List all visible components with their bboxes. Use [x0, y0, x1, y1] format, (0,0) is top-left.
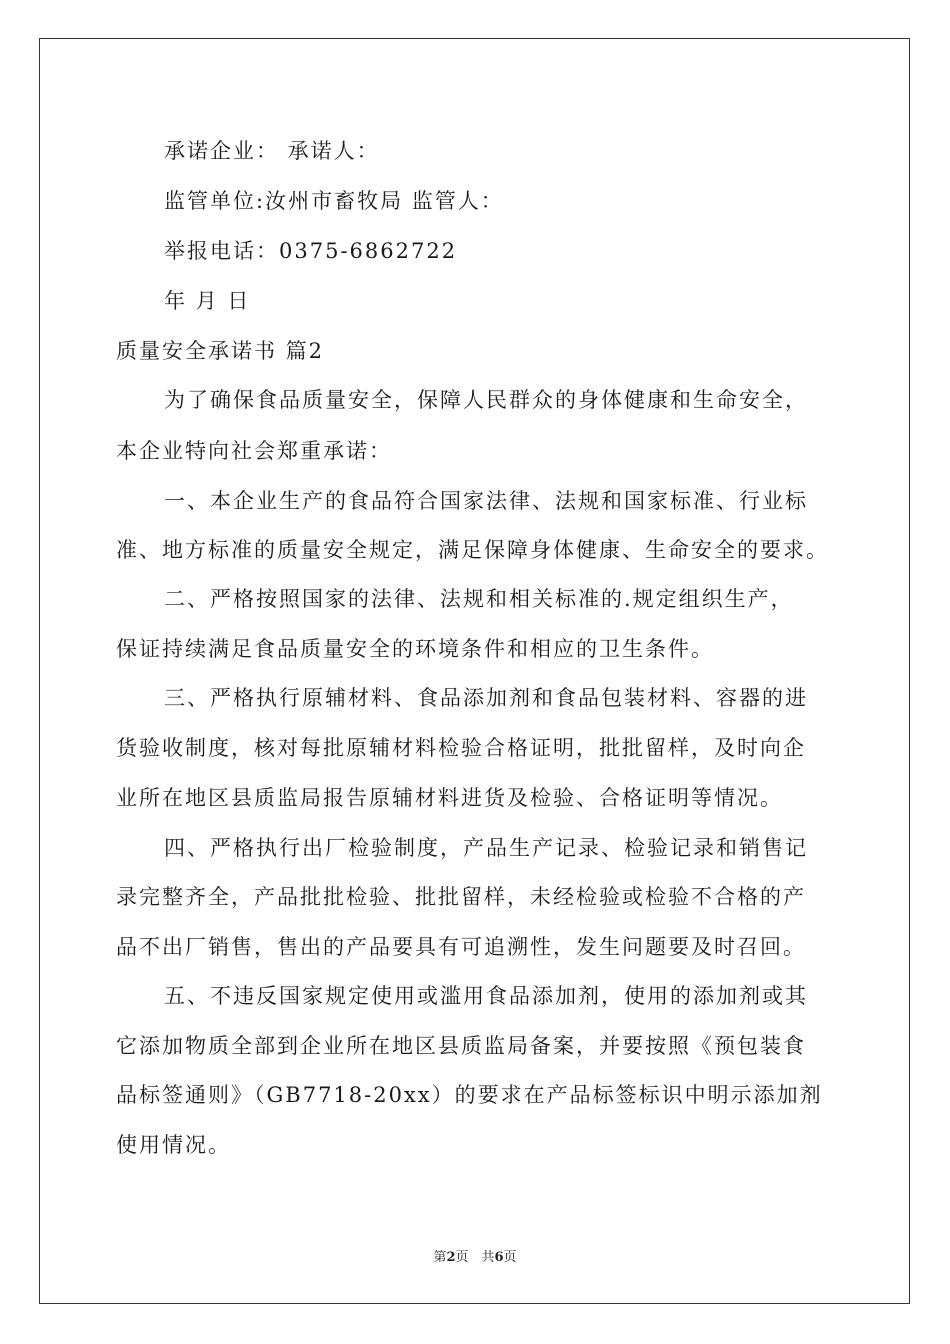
paragraph-line: 使用情况。	[116, 1133, 231, 1157]
date-line: 年 月 日	[164, 289, 251, 313]
paragraph-line: 品标签通则》（GB7718-20xx）的要求在产品标签标识中明示添加剂	[116, 1083, 823, 1107]
paragraph-line: 为了确保食品质量安全，保障人民群众的身体健康和生命安全，	[164, 388, 808, 412]
paragraph-line: 货验收制度，核对每批原辅材料检验合格证明，批批留样，及时向企	[116, 736, 806, 760]
paragraph-line: 品不出厂销售，售出的产品要具有可追溯性，发生问题要及时召回。	[116, 935, 806, 959]
supervision-unit-line: 监管单位:汝州市畜牧局 监管人：	[164, 189, 504, 213]
paragraph-line: 录完整齐全，产品批批检验、批批留样，未经检验或检验不合格的产	[116, 885, 806, 909]
paragraph-line: 准、地方标准的质量安全规定，满足保障身体健康、生命安全的要求。	[116, 538, 829, 562]
paragraph-line: 本企业特向社会郑重承诺：	[116, 439, 392, 463]
commitment-enterprise-line: 承诺企业： 承诺人：	[164, 139, 380, 163]
section-title: 质量安全承诺书 篇2	[116, 339, 325, 363]
total-page-number: 6	[494, 1250, 504, 1265]
paragraph-line: 三、严格执行原辅材料、食品添加剂和食品包装材料、容器的进	[164, 686, 808, 710]
paragraph-line: 四、严格执行出厂检验制度，产品生产记录、检验记录和销售记	[164, 836, 808, 860]
report-phone-line: 举报电话：0375-6862722	[164, 239, 458, 263]
page-number-suffix: 页	[503, 1250, 517, 1265]
page-number-prefix: 第	[433, 1250, 447, 1265]
page-frame	[39, 38, 910, 1304]
paragraph-line: 一、本企业生产的食品符合国家法律、法规和国家标准、行业标	[164, 489, 808, 513]
page-number-middle: 页 共	[455, 1250, 495, 1265]
page-footer	[0, 1249, 950, 1267]
paragraph-line: 五、不违反国家规定使用或滥用食品添加剂，使用的添加剂或其	[164, 984, 808, 1008]
paragraph-line: 它添加物质全部到企业所在地区县质监局备案，并要按照《预包装食	[116, 1034, 806, 1058]
paragraph-line: 二、严格按照国家的法律、法规和相关标准的.规定组织生产，	[164, 587, 794, 611]
current-page-number: 2	[446, 1250, 456, 1265]
paragraph-line: 业所在地区县质监局报告原辅材料进货及检验、合格证明等情况。	[116, 786, 783, 810]
paragraph-line: 保证持续满足食品质量安全的环境条件和相应的卫生条件。	[116, 637, 714, 661]
